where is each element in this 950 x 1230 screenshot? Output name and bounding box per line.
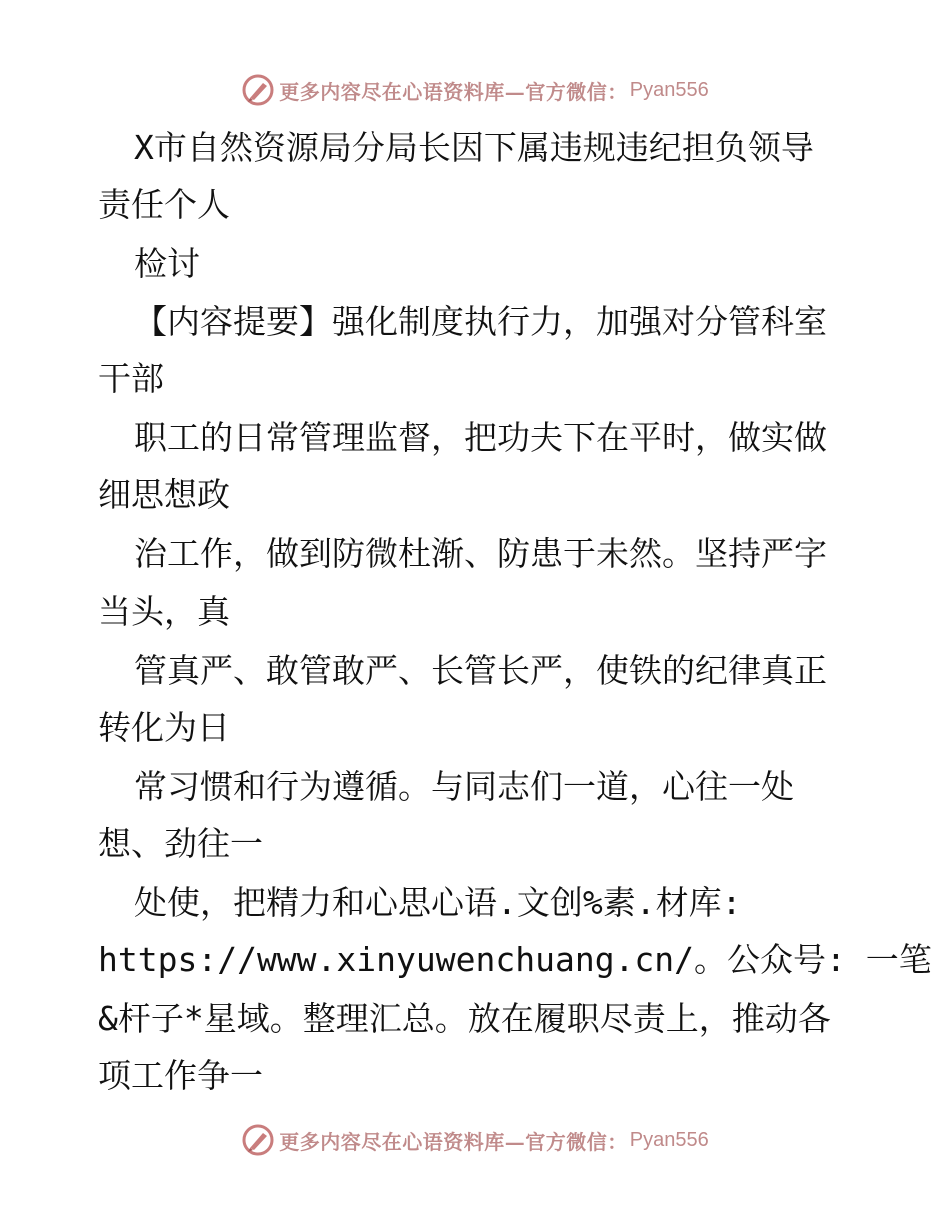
text-line: &杆子*星域。整理汇总。放在履职尽责上，推动各 [98, 999, 831, 1038]
text-line: 转化为日 [98, 708, 230, 747]
footer-watermark [0, 1118, 950, 1162]
watermark-account: Pyan556 [629, 1128, 709, 1151]
text-line: X市自然资源局分局长因下属违规违纪担负领导 [134, 128, 814, 167]
watermark-text: 更多内容尽在心语资料库—官方微信： [279, 79, 628, 104]
text-line: 当头，真 [98, 592, 230, 631]
text-line: 细思想政 [98, 475, 230, 514]
text-line: 处使，把精力和心思心语.文创%素.材库: [134, 883, 742, 922]
text-line: 项工作争一 [98, 1056, 263, 1095]
text-line: 常习惯和行为遵循。与同志们一道，心往一处 [134, 767, 794, 806]
pen-logo-icon [241, 1123, 275, 1157]
watermark-account: Pyan556 [629, 78, 709, 101]
text-line: 检讨 [134, 244, 200, 283]
pen-logo-icon [241, 73, 275, 107]
header-watermark [0, 68, 950, 112]
text-line: 【内容提要】强化制度执行力，加强对分管科室 [134, 302, 827, 341]
text-line: 管真严、敢管敢严、长管长严，使铁的纪律真正 [134, 651, 827, 690]
text-line: 干部 [98, 359, 164, 398]
text-line: 责任个人 [98, 185, 230, 224]
text-line: https://www.xinyuwenchuang.cn/。公众号: 一笔 [98, 940, 932, 979]
text-line: 想、劲往一 [98, 824, 263, 863]
watermark-text: 更多内容尽在心语资料库—官方微信： [279, 1129, 628, 1154]
text-line: 治工作，做到防微杜渐、防患于未然。坚持严字 [134, 534, 827, 573]
text-line: 职工的日常管理监督，把功夫下在平时，做实做 [134, 418, 827, 457]
